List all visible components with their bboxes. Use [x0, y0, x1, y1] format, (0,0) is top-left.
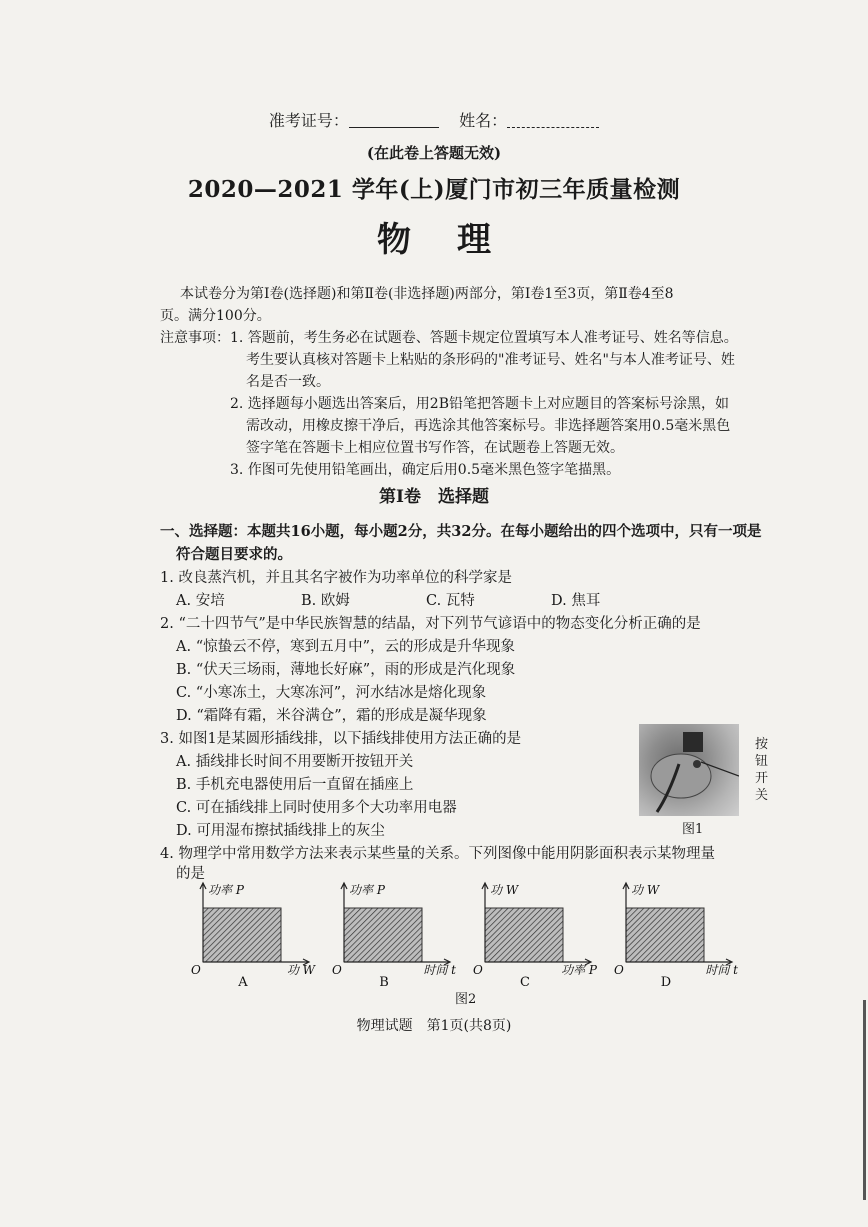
- graph-c: [473, 883, 598, 990]
- question-3-option-b: B. 手机充电器使用后一直留在插座上: [176, 777, 414, 793]
- question-1-stem: 1. 改良蒸汽机，并且其名字被作为功率单位的科学家是: [160, 570, 512, 586]
- question-1-option-b: B. 欧姆: [301, 593, 350, 609]
- section-title: 第Ⅰ卷 选择题: [379, 487, 489, 507]
- question-2-option-d: D. “霜降有霜，米谷满仓”，霜的形成是凝华现象: [176, 708, 487, 724]
- subject-title: 物理: [377, 220, 537, 260]
- graph-letter: D: [660, 975, 672, 990]
- side-label-char: 钮: [755, 754, 769, 769]
- intro-line-2: 页。满分100分。: [160, 308, 271, 324]
- x-axis-label: 时间 t: [423, 963, 456, 977]
- question-1-option-c: C. 瓦特: [426, 593, 475, 609]
- question-1-option-d: D. 焦耳: [551, 593, 601, 609]
- note-2-line-1: 2. 选择题每小题选出答案后，用2B铅笔把答题卡上对应题目的答案标号涂黑，如: [230, 396, 730, 412]
- power-strip-illustration: [639, 724, 739, 816]
- question-3-option-c: C. 可在插线排上同时使用多个大功率用电器: [176, 800, 457, 816]
- origin-label: O: [191, 963, 201, 977]
- no-answer-notice: (在此卷上答题无效): [366, 144, 502, 162]
- name-label: 姓名：: [459, 111, 508, 130]
- graph-a: [191, 883, 317, 990]
- exam-id-blank: [349, 113, 439, 128]
- candidate-info: [0, 108, 868, 131]
- question-4-stem-line-2: 的是: [176, 866, 205, 882]
- notes-label: 注意事项：: [160, 330, 230, 346]
- origin-label: O: [614, 963, 624, 977]
- side-label-char: 按: [755, 737, 769, 752]
- question-3-option-a: A. 插线排长时间不用要断开按钮开关: [176, 754, 414, 770]
- side-label-char: 开: [755, 771, 769, 786]
- x-axis-label: 功 W: [286, 963, 315, 977]
- question-1-option-a: A. 安培: [176, 593, 225, 609]
- shaded-area: [626, 908, 704, 962]
- note-1-line-1: 1. 答题前，考生务必在试题卷、答题卡规定位置填写本人准考证号、姓名等信息。: [230, 330, 738, 346]
- figure-1-photo: [639, 724, 739, 816]
- note-2-line-2: 需改动，用橡皮擦干净后，再选涂其他答案标号。非选择题答案用0.5毫米黑色: [246, 418, 731, 434]
- intro-line-1: 本试卷分为第Ⅰ卷(选择题)和第Ⅱ卷(非选择题)两部分，第Ⅰ卷1至3页，第Ⅱ卷4至8: [180, 286, 674, 302]
- shaded-area: [485, 908, 563, 962]
- graph-b: [332, 883, 456, 990]
- y-axis-label: 功 W: [490, 883, 519, 897]
- name-blank: [507, 113, 599, 128]
- question-2-option-c: C. “小寒冻土，大寒冻河”，河水结冰是熔化现象: [176, 685, 487, 701]
- y-axis-label: 功率 P: [208, 883, 244, 897]
- note-1-line-3: 名是否一致。: [246, 374, 330, 390]
- origin-label: O: [332, 963, 342, 977]
- question-2-option-a: A. “惊蛰云不停，寒到五月中”，云的形成是升华现象: [176, 639, 516, 655]
- graph-letter: C: [520, 975, 530, 990]
- question-4-stem-line-1: 4. 物理学中常用数学方法来表示某些量的关系。下列图像中能用阴影面积表示某物理量: [160, 846, 715, 862]
- note-2-line-3: 签字笔在答题卡上相应位置书写作答，在试题卷上答题无效。: [246, 440, 624, 456]
- x-axis-label: 时间 t: [705, 963, 738, 977]
- figure-2-graphs: [185, 880, 745, 995]
- part-intro-line-2: 符合题目要求的。: [176, 546, 292, 563]
- note-1-line-2: 考生要认真核对答题卡上粘贴的条形码的"准考证号、姓名"与本人准考证号、姓: [246, 352, 735, 368]
- question-3-stem: 3. 如图1是某圆形插线排，以下插线排使用方法正确的是: [160, 731, 522, 747]
- graph-letter: B: [379, 975, 389, 990]
- origin-label: O: [473, 963, 483, 977]
- figure-2-caption: 图2: [455, 992, 477, 1007]
- shaded-area: [203, 908, 281, 962]
- question-2-stem: 2. “二十四节气”是中华民族智慧的结晶，对下列节气谚语中的物态变化分析正确的是: [160, 616, 701, 632]
- note-3-line-1: 3. 作图可先使用铅笔画出，确定后用0.5毫米黑色签字笔描黑。: [230, 462, 621, 478]
- side-label-char: 关: [755, 788, 769, 803]
- shaded-area: [344, 908, 422, 962]
- part-intro-line-1: 一、选择题：本题共16小题，每小题2分，共32分。在每小题给出的四个选项中，只有一项是: [160, 523, 762, 540]
- figure-1-side-label: [755, 736, 771, 804]
- graph-letter: A: [238, 975, 248, 990]
- exam-title: 2020—2021 学年(上)厦门市初三年质量检测: [187, 176, 681, 203]
- question-2-option-b: B. “伏天三场雨，薄地长好麻”，雨的形成是汽化现象: [176, 662, 516, 678]
- figure-1-caption: 图1: [682, 822, 704, 837]
- graph-d: [614, 883, 738, 990]
- exam-id-label: 准考证号：: [268, 111, 349, 130]
- y-axis-label: 功 W: [631, 883, 660, 897]
- y-axis-label: 功率 P: [349, 883, 385, 897]
- page-footer: 物理试题 第1页(共8页): [356, 1018, 512, 1034]
- question-3-option-d: D. 可用湿布擦拭插线排上的灰尘: [176, 823, 385, 839]
- scan-edge-mark: [863, 1000, 866, 1200]
- x-axis-label: 功率 P: [561, 963, 597, 977]
